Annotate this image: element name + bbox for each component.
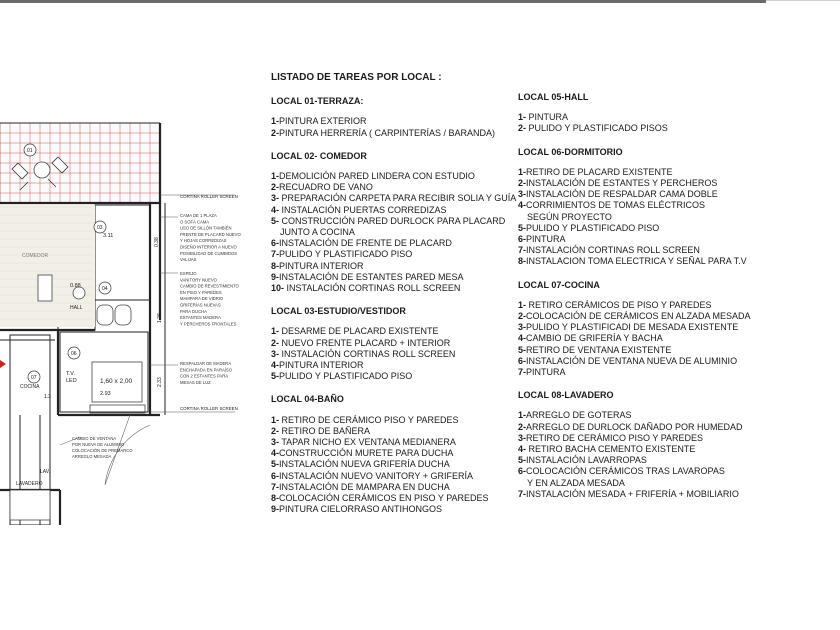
task-number: 7- bbox=[271, 481, 280, 492]
task-list-right bbox=[518, 92, 763, 512]
plan-tv-led-2: LED bbox=[66, 378, 77, 384]
task-item bbox=[518, 245, 763, 256]
task-item bbox=[518, 422, 763, 433]
task-list-left bbox=[271, 72, 516, 528]
task-text: PINTURA INTERIOR bbox=[279, 260, 364, 271]
task-text: PINTURA HERRERÍA ( CARPINTERÍAS / BARANDA) bbox=[279, 127, 496, 138]
plan-dim-13: 1.3 bbox=[44, 394, 51, 400]
task-text: INSTALACIÓN DE RESPALDAR CAMA DOBLE bbox=[526, 189, 718, 200]
task-item bbox=[271, 349, 516, 360]
task-text: TAPAR NICHO EX VENTANA MEDIANERA bbox=[279, 437, 456, 448]
task-text: DESARME DE PLACARD EXISTENTE bbox=[279, 326, 439, 337]
plan-note-line: GRIFERÍAS NUEVAS bbox=[180, 302, 221, 308]
task-text: RETIRO DE BAÑERA bbox=[279, 425, 371, 436]
plan-note-line: FRENTE DE PLACARD NUEVO bbox=[180, 231, 241, 237]
task-number: 10- bbox=[271, 283, 285, 294]
task-item bbox=[271, 116, 516, 127]
task-text: PINTURA INTERIOR bbox=[279, 360, 364, 371]
task-number: 1- bbox=[271, 326, 280, 337]
left-local-0-title: LOCAL 01-TERRAZA: bbox=[271, 96, 364, 107]
plan-note-line: PARA DUCHA bbox=[180, 308, 207, 314]
top-border-thin bbox=[766, 0, 840, 1]
task-text: CORRIMIENTOS DE TOMAS ELÉCTRICOS bbox=[526, 200, 706, 211]
plan-note-line: CAMBIO DE REVESTIMIENTO bbox=[180, 283, 239, 289]
task-text: PULIDO Y PLASTIFICADO PISOS bbox=[526, 123, 668, 134]
plan-room-cocina: COCINA bbox=[20, 384, 40, 390]
task-number: 2- bbox=[271, 182, 280, 193]
plan-cortina-top: CORTINA ROLLER SCREEN bbox=[180, 194, 238, 199]
task-number: 1- bbox=[518, 299, 527, 310]
plan-note-line: USO DE SILLÓN TAMBIÉN bbox=[180, 225, 232, 231]
plan-tag-03: 03 bbox=[97, 225, 103, 231]
task-item bbox=[518, 345, 763, 356]
plan-note-line: O SOFÁ CAMA bbox=[180, 219, 210, 225]
task-item bbox=[271, 482, 516, 493]
task-text: ARREGLO DE DURLOCK DAÑADO POR HUMEDAD bbox=[526, 421, 743, 432]
plan-bed-size: 1,60 x 2,00 bbox=[100, 378, 133, 385]
task-item bbox=[518, 256, 763, 267]
task-item bbox=[271, 171, 516, 182]
page-title: LISTADO DE TAREAS POR LOCAL : bbox=[271, 72, 442, 83]
plan-dim-293: 2.93 bbox=[100, 391, 111, 397]
task-item bbox=[271, 504, 516, 515]
right-local-2-title: LOCAL 07-COCINA bbox=[518, 279, 600, 290]
task-item bbox=[271, 326, 516, 337]
task-number: 2- bbox=[271, 337, 280, 348]
task-number: 5- bbox=[518, 344, 527, 355]
task-item bbox=[518, 322, 763, 333]
task-item bbox=[518, 311, 763, 322]
task-text: INSTALACIÓN DE VENTANA NUEVA DE ALUMINIO bbox=[526, 355, 738, 366]
task-number: 9- bbox=[271, 271, 280, 282]
right-local-0-title: LOCAL 05-HALL bbox=[518, 92, 589, 102]
task-item bbox=[518, 433, 763, 444]
plan-room-hall: HALL bbox=[70, 305, 83, 311]
task-item bbox=[518, 478, 763, 489]
task-text: COLOCACIÓN CERÁMICOS EN PISO Y PAREDES bbox=[279, 493, 489, 504]
task-number: 5- bbox=[271, 459, 280, 470]
task-item bbox=[271, 272, 516, 283]
task-item bbox=[518, 356, 763, 367]
task-number: 5- bbox=[518, 222, 527, 233]
plan-tag-07: 07 bbox=[31, 375, 37, 381]
task-number: 1- bbox=[518, 112, 527, 123]
task-item bbox=[518, 367, 763, 378]
task-number: 4- bbox=[271, 448, 280, 459]
task-number: 6- bbox=[518, 466, 527, 477]
task-text: PULIDO Y PLASTIFICADO PISO bbox=[279, 371, 413, 382]
plan-note-line: ESPEJO bbox=[180, 271, 197, 276]
task-number: 2- bbox=[518, 178, 527, 189]
task-text: PINTURA bbox=[526, 234, 566, 245]
task-item bbox=[518, 167, 763, 178]
right-local-3-title: LOCAL 08-LAVADERO bbox=[518, 390, 614, 401]
task-text: INSTALACIÓN CORTINAS ROLL SCREEN bbox=[284, 283, 461, 294]
task-text: INSTALACIÓN DE MAMPARA EN DUCHA bbox=[279, 481, 450, 492]
task-text: INSTALACIÓN NUEVO VANITORY + GRIFERÍA bbox=[279, 470, 473, 481]
task-item bbox=[518, 178, 763, 189]
task-text: RETIRO DE CERÁMICO PISO Y PAREDES bbox=[279, 414, 459, 425]
task-text: PINTURA EXTERIOR bbox=[279, 116, 367, 127]
plan-room-vestidor: VESTIDOR/ESTUDIO bbox=[98, 246, 148, 252]
task-item bbox=[271, 371, 516, 382]
plan-tv-led-1: T.V. bbox=[66, 371, 75, 377]
task-number: 7- bbox=[518, 488, 527, 499]
left-local-1-title: LOCAL 02- COMEDOR bbox=[271, 150, 367, 161]
task-text: INSTALACIÓN CORTINAS ROLL SCREEN bbox=[526, 245, 700, 256]
task-number: 4- bbox=[271, 360, 280, 371]
task-text: INSTALACIÓN MESADA + FRIFERÍA + MOBILIARIO bbox=[526, 488, 739, 499]
plan-note-line: ESTANTES MADERA bbox=[180, 315, 221, 321]
task-item bbox=[518, 444, 763, 455]
task-text: INSTALACIÓN PUERTAS CORREDIZAS bbox=[279, 204, 447, 215]
task-number: 3- bbox=[518, 189, 527, 200]
plan-dim-038: 0.38 bbox=[154, 237, 160, 247]
task-item bbox=[271, 338, 516, 349]
task-item bbox=[271, 128, 516, 139]
task-number: 1- bbox=[271, 414, 280, 425]
task-item bbox=[518, 410, 763, 421]
task-item bbox=[271, 459, 516, 470]
left-local-3-title: LOCAL 04-BAÑO bbox=[271, 394, 344, 405]
task-item bbox=[271, 426, 516, 437]
plan-note-line: ENCHAPADA EN PARAÍSO bbox=[180, 367, 232, 373]
task-text: PREPARACIÓN CARPETA PARA RECIBIR SOLIA Y GUÍA bbox=[279, 193, 517, 204]
task-text: PINTURA bbox=[526, 112, 569, 123]
task-text: PULIDO Y PLASTIFICADO PISO bbox=[279, 249, 413, 260]
task-text: Y EN ALZADA MESADA bbox=[527, 477, 625, 488]
floor-plan bbox=[0, 95, 262, 525]
right-local-1-title: LOCAL 06-DORMITORIO bbox=[518, 146, 623, 157]
task-text: COLOCACIÓN DE CERÁMICOS EN ALZADA MESADA bbox=[526, 311, 751, 322]
task-number: 2- bbox=[271, 127, 280, 138]
plan-note-line: DISEÑO INTERIOR A NUEVO bbox=[180, 244, 237, 250]
plan-tag-06: 06 bbox=[71, 351, 77, 357]
task-item bbox=[271, 437, 516, 448]
task-item bbox=[271, 493, 516, 504]
task-item bbox=[518, 123, 763, 134]
plan-dim-233: 2.33 bbox=[157, 377, 163, 387]
task-number: 9- bbox=[271, 504, 280, 515]
task-text: PINTURA bbox=[526, 367, 566, 378]
task-number: 2- bbox=[518, 311, 527, 322]
task-number: 6- bbox=[271, 238, 280, 249]
task-number: 3- bbox=[518, 432, 527, 443]
plan-lav: LAV. bbox=[40, 469, 51, 475]
task-text: PULIDO Y PLASTIFICADO PISO bbox=[526, 222, 660, 233]
task-item bbox=[271, 261, 516, 272]
task-text: RETIRO CERÁMICOS DE PISO Y PAREDES bbox=[526, 299, 712, 310]
task-item bbox=[271, 283, 516, 294]
task-item bbox=[271, 471, 516, 482]
task-text: ARREGLO DE GOTERAS bbox=[526, 410, 632, 421]
task-item bbox=[518, 333, 763, 344]
task-item bbox=[271, 238, 516, 249]
task-text: CAMBIO DE GRIFERÍA Y BACHA bbox=[526, 333, 663, 344]
task-number: 1- bbox=[518, 166, 527, 177]
task-item bbox=[518, 300, 763, 311]
task-text: INSTALACIÓN DE ESTANTES Y PERCHEROS bbox=[526, 178, 718, 189]
task-number: 4- bbox=[518, 333, 527, 344]
plan-dim-128: 1.28 bbox=[157, 313, 163, 323]
task-number: 7- bbox=[271, 249, 280, 260]
task-item bbox=[271, 360, 516, 371]
plan-note-line: Y HOJAS CORREDIZAS bbox=[180, 238, 227, 244]
task-text: INSTALACIÓN LAVARROPAS bbox=[526, 455, 647, 466]
task-number: 5- bbox=[271, 215, 280, 226]
task-text: SEGÚN PROYECTO bbox=[527, 211, 612, 222]
task-item bbox=[271, 227, 516, 238]
plan-note-line: CAMBIO DE VENTANA bbox=[72, 436, 117, 441]
task-number: 3- bbox=[271, 348, 280, 359]
task-item bbox=[518, 223, 763, 234]
task-number: 7- bbox=[518, 245, 527, 256]
task-text: PINTURA CIELORRASO ANTIHONGOS bbox=[279, 504, 443, 515]
plan-note-line: VANITORY NUEVO bbox=[180, 277, 217, 283]
task-item bbox=[271, 182, 516, 193]
task-number: 1- bbox=[271, 116, 280, 127]
task-item bbox=[271, 448, 516, 459]
plan-note-line: COLOCACIÓN DE PREMARCO bbox=[72, 448, 133, 453]
task-number: 6- bbox=[518, 355, 527, 366]
task-number: 3- bbox=[271, 437, 280, 448]
plan-dim-311: 3.11 bbox=[103, 233, 114, 239]
plan-tag-04: 04 bbox=[102, 286, 108, 292]
task-item bbox=[271, 415, 516, 426]
task-text: RETIRO BACHA CEMENTO EXISTENTE bbox=[526, 444, 696, 455]
task-text: RETIRO DE VENTANA EXISTENTE bbox=[526, 344, 672, 355]
task-number: 5- bbox=[518, 455, 527, 466]
task-number: 4- bbox=[271, 204, 280, 215]
task-number: 4- bbox=[518, 200, 527, 211]
plan-note-line: POSIBILIDAD DE CUMBIDOS bbox=[180, 250, 238, 256]
plan-dim-088: 0.88 bbox=[70, 283, 81, 289]
task-text: NUEVO FRENTE PLACARD + INTERIOR bbox=[279, 337, 451, 348]
task-item bbox=[518, 455, 763, 466]
task-number: 5- bbox=[271, 371, 280, 382]
task-number: 3- bbox=[271, 193, 280, 204]
task-number: 1- bbox=[518, 410, 527, 421]
task-text: CONSTRUCCIÓN MURETE PARA DUCHA bbox=[279, 448, 454, 459]
left-local-2-title: LOCAL 03-ESTUDIO/VESTIDOR bbox=[271, 306, 406, 317]
task-text: INSTALACIÓN DE ESTANTES PARED MESA bbox=[279, 271, 464, 282]
top-border bbox=[0, 0, 766, 3]
task-text: INSTALACIÓN NUEVA GRIFERÍA DUCHA bbox=[279, 459, 450, 470]
task-number: 2- bbox=[518, 123, 527, 134]
task-number: 8- bbox=[271, 493, 280, 504]
plan-note-line: POR NUEVA DE ALUMINIO bbox=[72, 442, 125, 447]
task-number: 6- bbox=[518, 234, 527, 245]
task-number: 1- bbox=[271, 171, 280, 182]
task-text: RETIRO DE PLACARD EXISTENTE bbox=[526, 166, 673, 177]
plan-note-line: CON 2 ESTANTES PARA bbox=[180, 373, 229, 379]
task-text: INSTALACIÓN CORTINAS ROLL SCREEN bbox=[279, 348, 456, 359]
task-number: 6- bbox=[271, 470, 280, 481]
task-text: COLOCACIÓN CERÁMICOS TRAS LAVAROPAS bbox=[526, 466, 725, 477]
task-text: INSTALACION TOMA ELECTRICA Y SEÑAL PARA T.V bbox=[526, 256, 747, 267]
task-item bbox=[271, 249, 516, 260]
task-item bbox=[518, 189, 763, 200]
task-text: JUNTO A COCINA bbox=[280, 227, 355, 238]
task-text: INSTALACIÓN DE FRENTE DE PLACARD bbox=[279, 238, 452, 249]
task-number: 3- bbox=[518, 322, 527, 333]
task-item bbox=[518, 489, 763, 500]
task-text: DEMOLICIÓN PARED LINDERA CON ESTUDIO bbox=[279, 171, 475, 182]
plan-note-line: ARREGLO MESADA bbox=[72, 454, 112, 459]
plan-note-line: Y PERCHEROS FRONTALES bbox=[180, 321, 237, 327]
task-text: CONSTRUCCIÓN PARED DURLOCK PARA PLACARD bbox=[279, 215, 506, 226]
plan-note-line: MESAS DE LUZ bbox=[180, 379, 211, 385]
plan-note-line: CAMA DE 1 PLAZA bbox=[180, 213, 217, 218]
task-item bbox=[518, 212, 763, 223]
plan-room-comedor: COMEDOR bbox=[22, 253, 49, 259]
plan-note-line: VALIJAS bbox=[180, 257, 197, 263]
task-item bbox=[518, 466, 763, 477]
plan-note-line: EN PISO Y PAREDES bbox=[180, 289, 222, 295]
task-number: 8- bbox=[271, 260, 280, 271]
plan-room-lavadero: LAVADERO bbox=[16, 481, 43, 487]
task-text: RETIRO DE CERÁMICO PISO Y PAREDES bbox=[526, 432, 704, 443]
task-item bbox=[518, 200, 763, 211]
task-number: 2- bbox=[518, 421, 527, 432]
task-item bbox=[271, 193, 516, 204]
task-number: 8- bbox=[518, 256, 527, 267]
task-number: 2- bbox=[271, 425, 280, 436]
task-item bbox=[518, 112, 763, 123]
plan-tag-01: 01 bbox=[27, 148, 33, 154]
task-number: 4- bbox=[518, 444, 527, 455]
task-item bbox=[271, 205, 516, 216]
plan-cortina-bottom: CORTINA ROLLER SCREEN bbox=[180, 406, 238, 411]
task-text: PULIDO Y PLASTIFICADI DE MESADA EXISTENTE bbox=[526, 322, 739, 333]
task-text: RECUADRO DE VANO bbox=[279, 182, 373, 193]
task-item bbox=[271, 216, 516, 227]
plan-note-line: MAMPARA DE VIDRIO bbox=[180, 296, 224, 302]
task-item bbox=[518, 234, 763, 245]
plan-note-line: RESPALDAR DE MADERA bbox=[180, 361, 232, 366]
task-number: 7- bbox=[518, 367, 527, 378]
